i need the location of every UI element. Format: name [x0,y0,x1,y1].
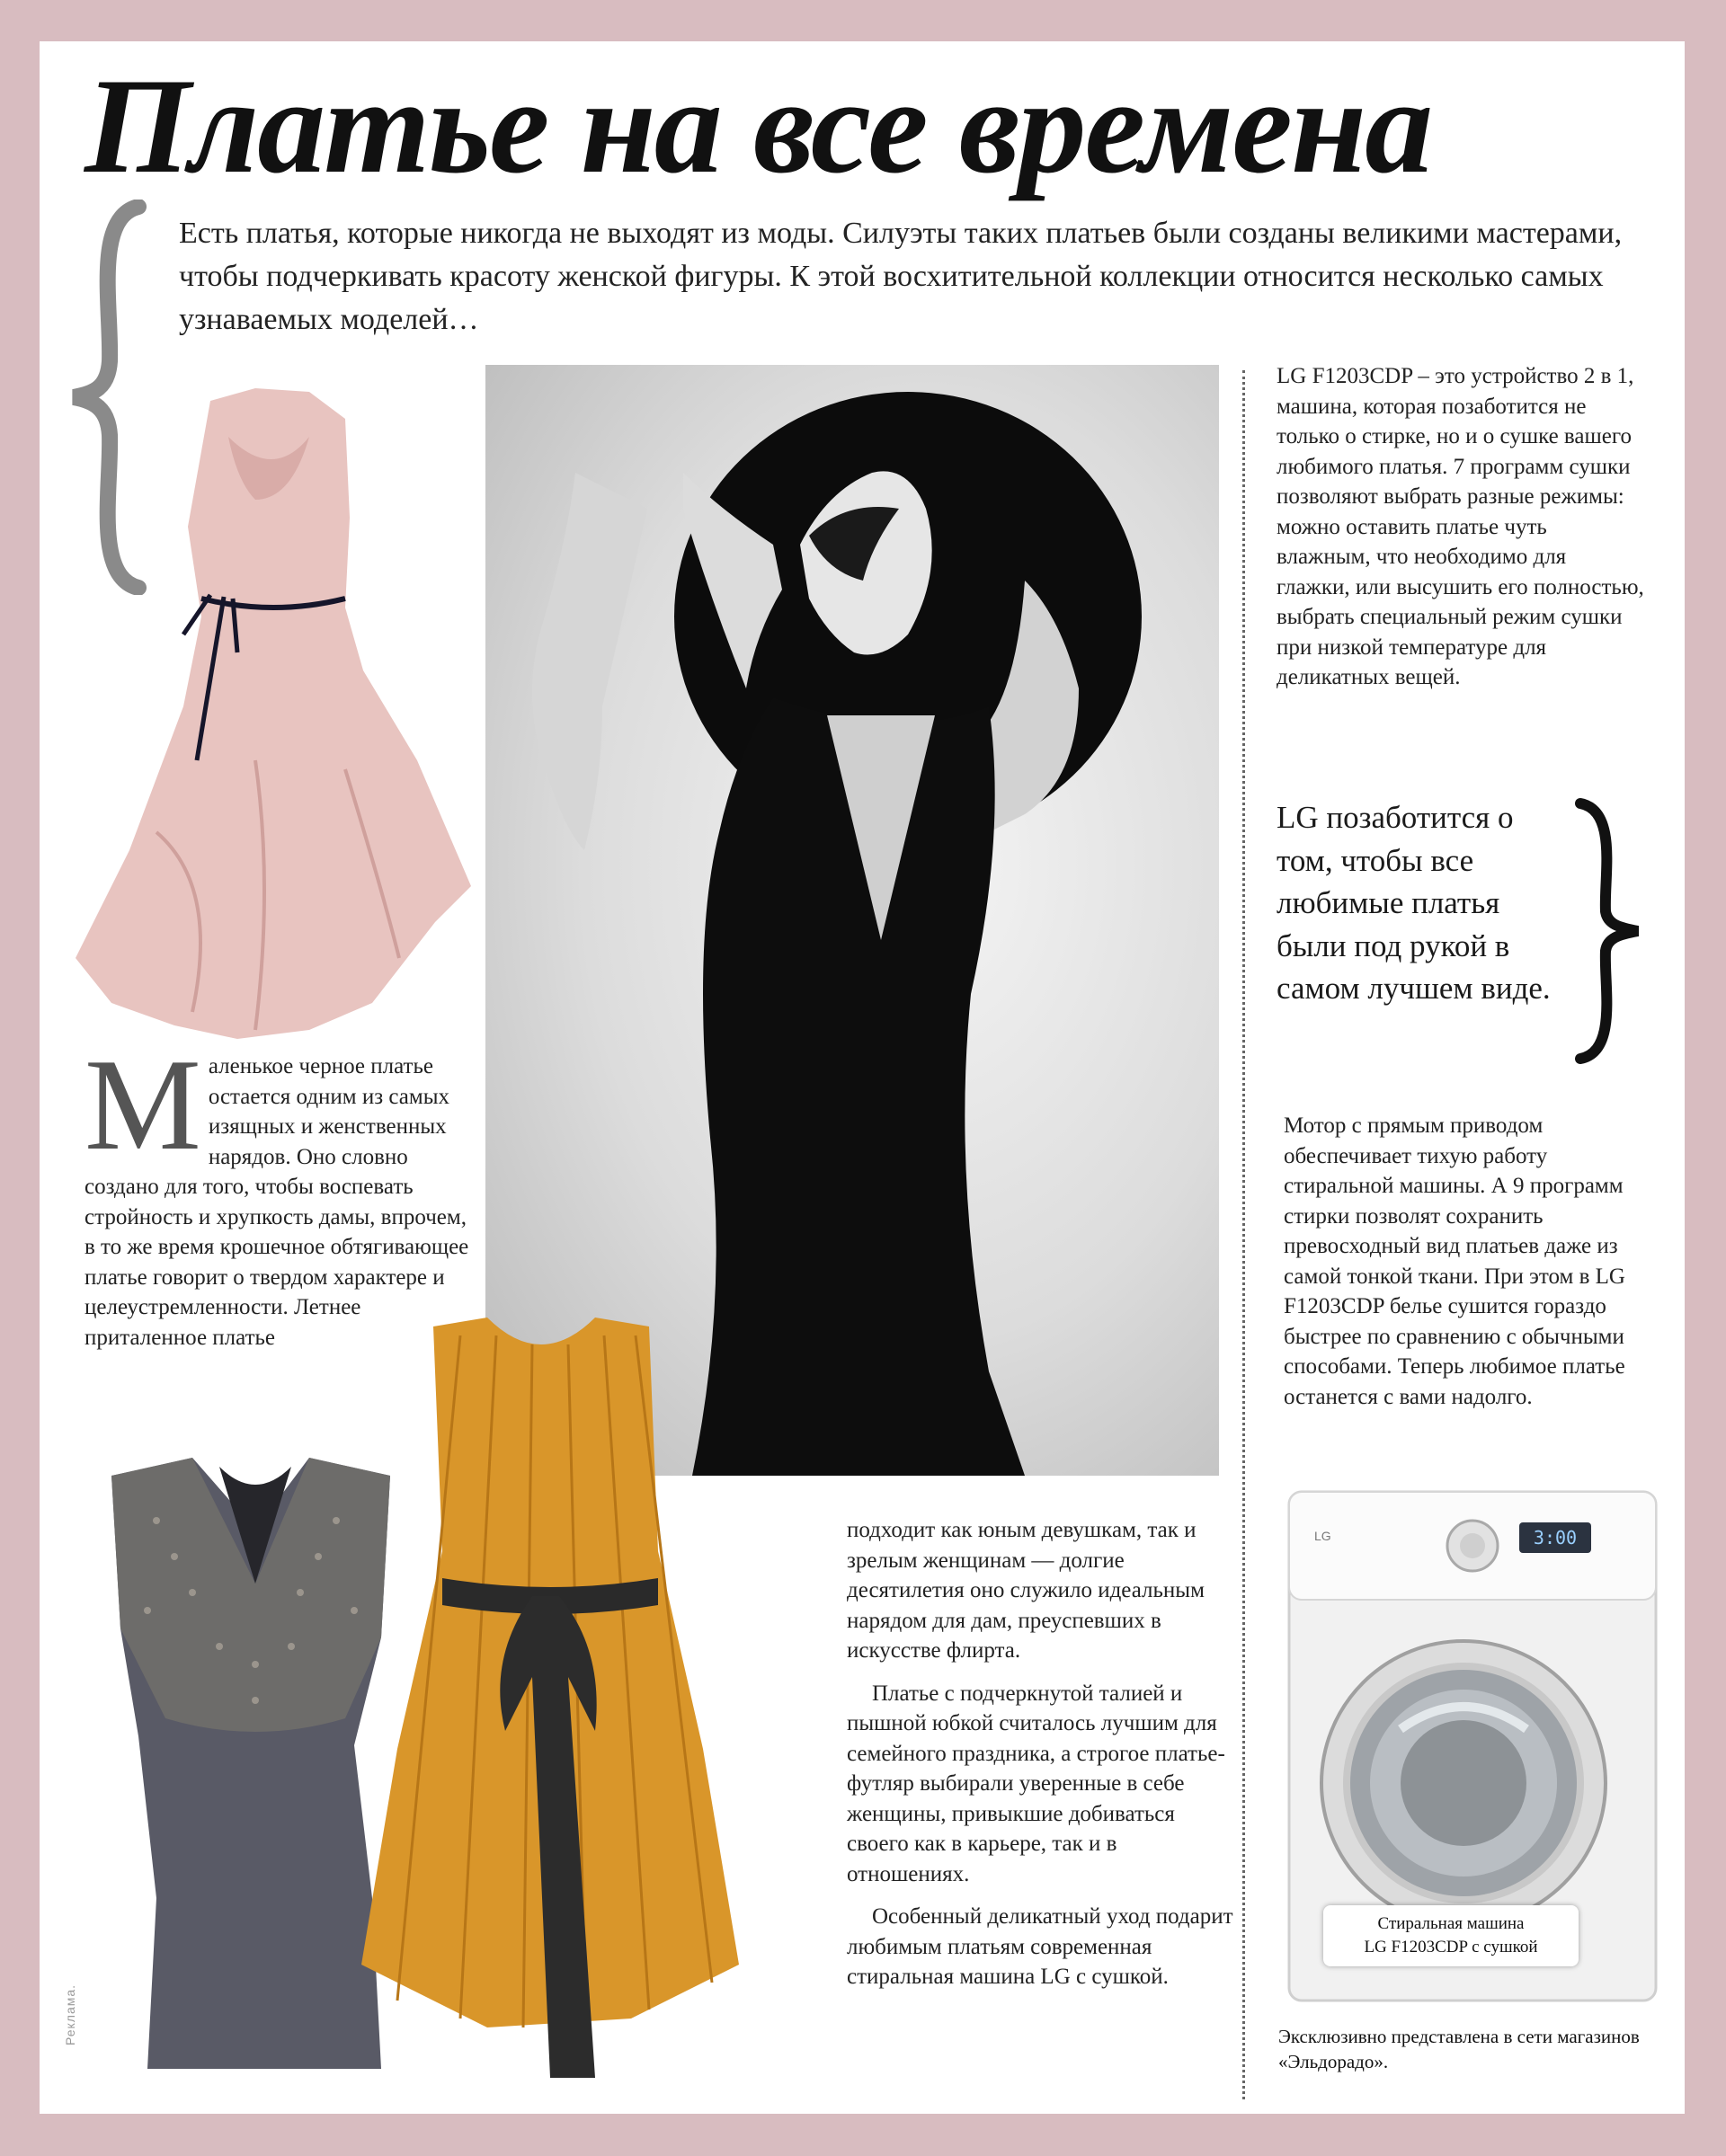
right-brace-ornament [1568,796,1649,1066]
pull-quote: LG позаботится о том, чтобы все любимые платья были под рукой в самом лучшем виде. [1277,800,1551,1006]
right-column-bottom-text [1284,1111,1643,1412]
advertisement-label: Реклама. [63,1983,77,2045]
product-caption-line-1: Стиральная машина [1377,1914,1525,1933]
exclusive-note: Эксклюзивно представлена в сети магазинов «Эльдорадо». [1278,2026,1640,2072]
page-title: Платье на все времена [85,50,1432,201]
product-caption-line-2: LG F1203CDP с сушкой [1364,1938,1538,1956]
display-readout: 3:00 [1533,1527,1578,1548]
center-column-text [847,1515,1233,1992]
drop-cap: М [85,1032,201,1177]
lg-logo: LG [1314,1529,1331,1543]
center-paragraph-2: Платье с подчеркнутой талией и пышной юбкой считалось лучшим для семейного праздника, а строгое платье-футляр выбирали уверенные в себе женщины, привыкшие добиваться своего как в карьере, так и в отношениях. [847,1681,1225,1886]
right-paragraph-1: LG F1203CDP – это устройство 2 в 1, машина, которая позаботится не только о стирке, но и о сушке вашего любимого платья. 7 программ сушки позволяют выбрать разные режимы: можно оставить платье чуть влажным, что необходимо для глажки, или высушить его полностью, выбрать специальный режим сушки при низкой температуре для деликатных вещей. [1277,364,1644,689]
center-paragraph-3: Особенный деликатный уход подарит любимым платьям современная стиральная машина LG с сушкой. [847,1904,1233,1989]
pink-dress-image [76,383,471,1069]
left-column-body: аленькое черное платье остается одним из самых изящных и женственных нарядов. Оно словно создано для того, чтобы воспевать стройность и хрупкость дамы, впрочем, в то же время крошечное обтягивающее платье говорит о твердом характере и целеустремленности. Летнее приталенное платье [85,1054,469,1350]
right-paragraph-2: Мотор с прямым приводом обеспечивает тихую работу стиральной машины. А 9 программ стирки позволят сохранить превосходный вид платьев даже из самой тонкой ткани. При этом в LG F1203CDP белье сушится гораздо быстрее по сравнению с обычными способами. Теперь любимое платье останется с вами надолго. [1284,1113,1625,1409]
right-column-top-text [1277,361,1645,693]
model-photo [485,365,1219,1476]
lead-paragraph: Есть платья, которые никогда не выходят из моды. Силуэты таких платьев были созданы великими мастерами, чтобы подчеркивать красоту женской фигуры. К этой восхитительной коллекции относится несколько самых узнаваемых моделей… [179,217,1623,336]
magazine-page [40,41,1685,2114]
column-divider [1242,370,1245,2099]
product-caption [1323,1905,1579,1966]
center-paragraph-1: подходит как юным девушкам, так и зрелым женщинам — долгие десятилетия оно служило идеальным нарядом для дам, преуспевших в искусстве флирта. [847,1518,1205,1663]
left-column-text [85,1032,480,1353]
gold-dress-image [361,1318,739,2078]
